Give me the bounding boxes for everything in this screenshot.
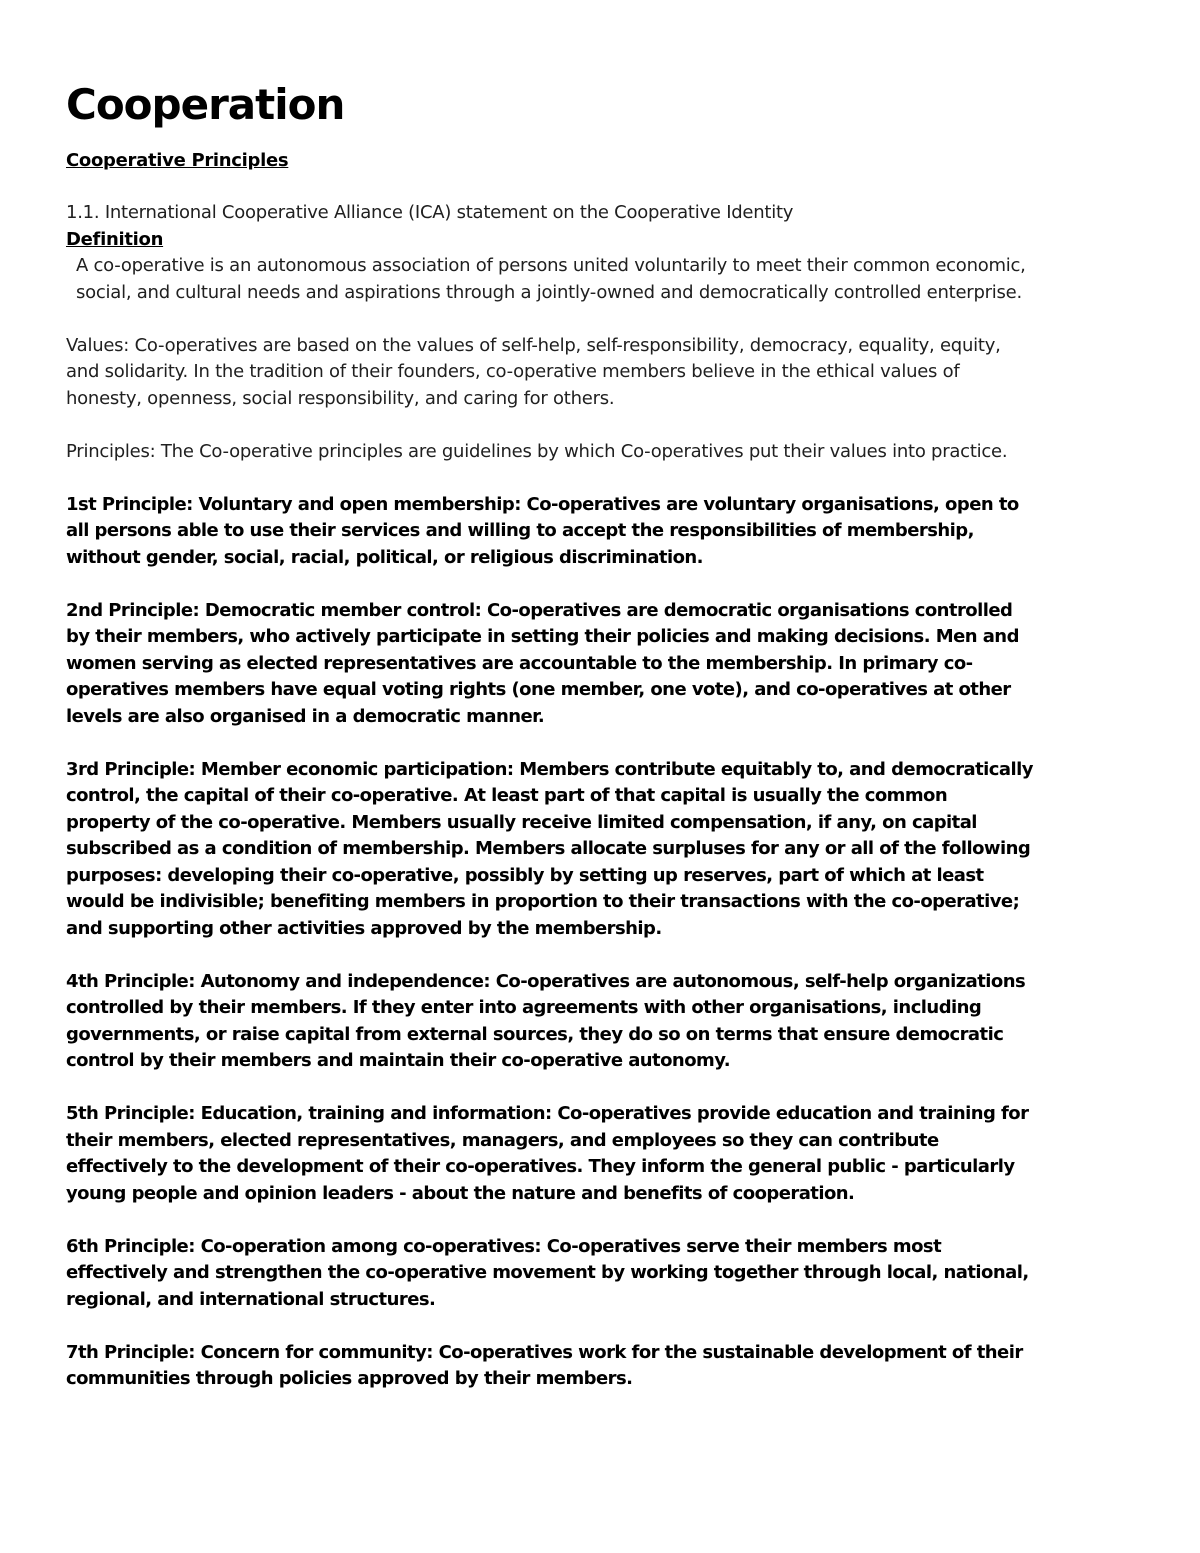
spacer xyxy=(66,942,1036,969)
principles-intro: Principles: The Co-operative principles are guidelines by which Co-operatives put their values into practice. xyxy=(66,440,1008,462)
ica-statement-line: 1.1. International Cooperative Alliance (ICA) statement on the Cooperative Identity xyxy=(66,202,794,223)
definition-label: Definition xyxy=(66,228,164,250)
principle-2: 2nd Principle: Democratic member control: Co-operatives are democratic organisations controlled by their members, who actively participate in setting their policies and making decisions. Men and women serving as elected representatives are accountable to the membership. In primary co-operatives members have equal voting rights (one member, one vote), and co-operatives at other levels are also organised in a democratic manner. xyxy=(66,599,1019,727)
spacer xyxy=(66,412,1036,439)
spacer xyxy=(66,465,1036,492)
document-title: Cooperation xyxy=(66,80,345,129)
spacer xyxy=(66,1313,1036,1340)
principle-7: 7th Principle: Concern for community: Co-operatives work for the sustainable development of their communities through policies approved by their members. xyxy=(66,1341,1023,1389)
principle-5: 5th Principle: Education, training and information: Co-operatives provide education and training for their members, elected representatives, managers, and employees so they can contribute effectively to the development of their co-operatives. They inform the general public - particularly young people and opinion leaders - about the nature and benefits of cooperation. xyxy=(66,1103,1029,1204)
definition-text: A co-operative is an autonomous association of persons united voluntarily to meet their common economic, social, and cultural needs and aspirations through a jointly-owned and democratically controlled enterprise. xyxy=(76,255,1026,303)
spacer xyxy=(66,1207,1036,1234)
section-heading: Cooperative Principles xyxy=(66,150,289,171)
document-page xyxy=(66,78,1036,1393)
spacer xyxy=(66,730,1036,757)
values-paragraph: Values: Co-operatives are based on the values of self-help, self-responsibility, democracy, equality, equity, and solidarity. In the tradition of their founders, co-operative members believe in the ethical values of honesty, openness, social responsibility, and caring for others. xyxy=(66,334,1001,409)
principle-1: 1st Principle: Voluntary and open membership: Co-operatives are voluntary organisations, open to all persons able to use their services and willing to accept the responsibilities of membership, without gender, social, racial, political, or religious discrimination. xyxy=(66,493,1019,568)
spacer xyxy=(66,571,1036,598)
spacer xyxy=(66,1075,1036,1102)
principle-6: 6th Principle: Co-operation among co-operatives: Co-operatives serve their members most effectively and strengthen the co-operative movement by working together through local, national, regional, and international structures. xyxy=(66,1235,1029,1310)
principle-3: 3rd Principle: Member economic participation: Members contribute equitably to, and democratically control, the capital of their co-operative. At least part of that capital is usually the common property of the co-operative. Members usually receive limited compensation, if any, on capital subscribed as a condition of membership. Members allocate surpluses for any or all of the following purposes: developing their co-operative, possibly by setting up reserves, part of which at least would be indivisible; benefiting members in proportion to their transactions with the co-operative; and supporting other activities approved by the membership. xyxy=(66,758,1033,939)
principle-4: 4th Principle: Autonomy and independence: Co-operatives are autonomous, self-help organizations controlled by their members. If they enter into agreements with other organisations, including governments, or raise capital from external sources, they do so on terms that ensure democratic control by their members and maintain their co-operative autonomy. xyxy=(66,970,1026,1071)
spacer xyxy=(66,306,1036,333)
